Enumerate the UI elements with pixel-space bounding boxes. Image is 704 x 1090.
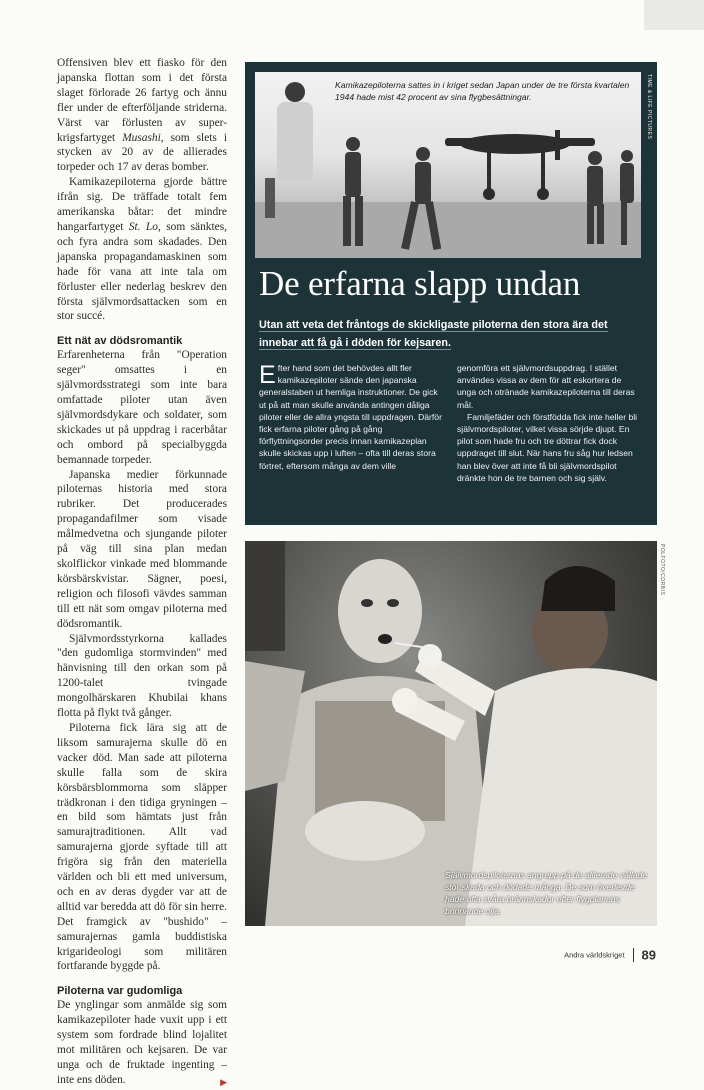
section-heading: Piloterna var gudomliga — [57, 985, 183, 998]
page-corner-decoration — [644, 0, 704, 30]
drop-cap: E — [259, 361, 276, 389]
section-heading: Ett nät av dödsromantik — [57, 335, 183, 348]
paragraph: Kamikazepiloterna gjorde bättre ifrån sig. De träffade totalt fem amerikanska båtar: det mindre hangarfartyget St. Lo, som sänktes, och fyra andra som skadades. Den japanska propagandamaskinen som hade för vana att inte tala om förluster eller nederlag beskrev den första självmordsattacken som en stor succé. — [57, 176, 227, 323]
page-number: 89 — [641, 947, 656, 963]
paragraph: Efter hand som det behövdes allt fler kamikazepiloter sände den japanska generalstaben ut hemliga instruktioner. De gick ut på att man skulle använda antingen dåliga piloter eller de allra yngsta till uppdragen. Därför fick erfarna piloter gång på gång förflyttningsorder precis innan kamikazeplan skulle skickas upp i luften – ofta till deras stora förtret, eftersom många av dem ville — [259, 361, 442, 471]
photo-caption: Självmordspiloternas angrepp på de allierade vållade stor skada och dödade många. De som överlevde hade ofta svåra brännskador efter flygplanens brinnande olja. — [445, 870, 648, 916]
paragraph: genomföra ett självmordsuppdrag. I stället användes vissa av dem för att eskortera de unga och otränade kamikazepiloterna till deras mål. — [457, 363, 635, 410]
aircraft-icon — [445, 130, 595, 200]
sidebar-box — [245, 62, 657, 525]
left-column — [57, 56, 227, 1090]
photo-credit: TIME & LIFE PICTURES — [646, 74, 652, 140]
page-footer — [564, 946, 656, 964]
sidebar-column-2 — [457, 362, 640, 484]
sidebar-column-1 — [259, 362, 442, 472]
paragraph: Familjefäder och förstfödda fick inte heller bli självmordspiloter, vilket vissa sörjde djupt. En pilot som hade fru och tre döttrar fick dock uppdraget till slut. När hans fru såg hur ledsen han blev över att inte få bli självmordspilot dränkte hon de tre barnen och sig själv. — [457, 411, 638, 483]
sidebar-subheading: Utan att veta det fråntogs de skickligaste piloterna den stora ära det innebar att få gå i döden för kejsaren. — [259, 319, 608, 349]
kamikaze-pilots-photo — [255, 72, 641, 258]
burned-pilot-photo — [245, 541, 657, 926]
paragraph: Offensiven blev ett fiasko för den japanska flottan som i det första slaget förlorade 26 fartyg och ännu fler under de efterföljande striderna. Värst var förlusten av super-krigsfartyget Musashi, som slets i stycken av 20 av de allierades torpeder och 17 av deras bomber. — [57, 57, 228, 174]
paragraph: Erfarenheterna från "Operation seger" omsattes i en självmordsstrategi som inte bara omfattade piloter utan även självmordsdykare och soldater, som skickades ut på uppdrag i racerbåtar och ombord på specialbyggda bemannade torpeder. — [57, 349, 227, 466]
paragraph: Japanska medier förkunnade piloternas historia med stora rubriker. Det producerades propagandafilmer som visade målmedvetna och sjungande piloter på väg till sina plan medan skolflickor vinkade med blommande körsbärskvistar. Sägner, poesi, religion och filosofi vävdes samman till ett nät som omgav piloterna med dödsromantik. — [57, 468, 227, 630]
section-name: Andra världskriget — [564, 950, 625, 960]
photo-caption: Kamikazepiloterna sattes in i kriget sedan Japan under de tre första kvartalen 1944 hade mist 42 procent av sina flygbesättningar. — [335, 80, 630, 102]
end-marker-icon: ▶ — [220, 1076, 227, 1087]
sidebar-headline: De erfarna slapp undan — [259, 264, 581, 303]
divider — [633, 948, 634, 962]
paragraph: Piloterna fick lära sig att de liksom samurajerna skulle dö en vacker död. Man sade att piloterna skulle falla som de skira körsbärsblommorna som släpper trädkronan i den tidiga gryningen – en bild som hämtats just från samurajtraditionen. Allt vad samurajerna gjorde syftade till att frigöra sig från den materiella världen och bli ett med universum, och en av deras dygder var att de alltid var beredda att dö för sin herre. Det framgick av "bushido" – samurajernas gamla buddistiska krigarideologi som militären fortfarande byggde på. — [57, 721, 227, 973]
paragraph: Självmordsstyrkorna kallades "den gudomliga stormvinden" med hänvisning till den orkan som på 1200-talet tvingade mongolhärskaren Khubilai khans flotta på flykt två gånger. — [57, 632, 227, 720]
photo-credit: POLFOTO/CORBIS — [659, 544, 665, 596]
paragraph: De ynglingar som anmälde sig som kamikazepiloter hade vuxit upp i ett system som fordrade blind lojalitet mot militären och kejsaren. De var unga och de fruktade ingenting – inte ens döden. ▶ — [57, 998, 227, 1087]
